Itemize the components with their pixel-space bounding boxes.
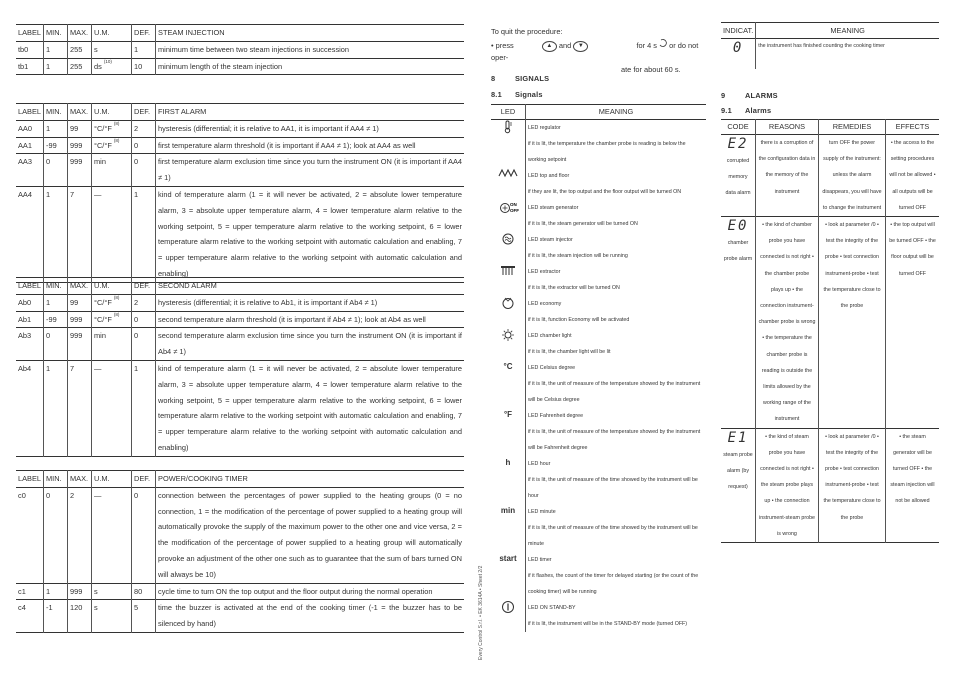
steam-generator-icon [491,200,526,232]
led-name: LED economy [528,301,562,307]
section-title: SECOND ALARM [158,281,217,290]
extractor-icon [491,264,526,296]
subsection-heading: 8.1 Signals [491,90,543,99]
thermometer-icon [491,120,526,169]
list-item [491,264,706,296]
light-icon [491,328,526,360]
led-description: if it is lit, the unit of measure of the time showed by the instrument will be hour [528,477,698,499]
table-header: LABEL MIN. MAX. U.M. DEF. STEAM INJECTION [16,25,464,42]
led-description: if it flashes, the count of the timer for delayed starting (or the count of the cooking timer) will be running [528,573,699,595]
led-name: LED Celsius degree [528,365,576,371]
led-name: LED hour [528,461,551,467]
table-row: E2 corrupted memory data alarm there is a corruption of the configuration data in the memory of the instrument turn OFF the power supply of the instrument: unless the alarm disappears, you will have to change the instrument • the access to the setting procedures will not be allowed • all outputs will be turned OFF [721,135,939,217]
led-description: if it is lit, the unit of measure of the temperature showed by the instrument will be Fahrenheit degree [528,429,701,451]
table-row: Ab0 1 99 °C/°F $^{(8)}$ 2 hysteresis (differential; it is relative to Ab1, it is important if Ab4 ≠ 1) [16,294,464,311]
alarm-code: E0 [727,218,749,235]
section-title: FIRST ALARM [158,107,207,116]
led-description: if it is lit, the chamber light will be lit [528,349,611,355]
list-item [491,408,706,456]
table-row: AA3 0 999 min 0 first temperature alarm exclusion time since you turn the instrument ON (it is important if AA4 ≠ 1) [16,154,464,187]
first-alarm-table [16,103,464,283]
clock-icon [659,38,667,48]
down-key-icon: ▼ [573,41,588,52]
display-code: 0 [732,40,744,56]
led-description: if it is lit, the steam generator will be turned ON [528,221,638,227]
table-row: AA1 -99 999 °C/°F $^{(8)}$ 0 first temperature alarm threshold (it is important if AA4 ≠ 1); look at AA4 as well [16,137,464,154]
list-item [491,504,706,552]
minute-icon: min [491,504,526,552]
table-row: c4 -1 120 s 5 time the buzzer is activated at the end of the cooking timer (-1 = the buzzer has to be silenced by hand) [16,600,464,633]
list-item [491,552,706,600]
alarm-code: E2 [727,136,749,152]
led-description: if it is lit, function Economy will be activated [528,317,630,323]
table-row: Ab4 1 7 — 1 kind of temperature alarm (1 = it will never be activated, 2 = absolute lower temperature alarm, 3 = absolute upper temperature alarm, 4 = lower temperature alarm relative to the working setpoint, 5 = upper temperature alarm relative to the working setpoint, 6 = lower temperature alarm relative to the working setpoint with automatic calculation and enabling, 7 = upper temperature alarm relative to the working setpoint with automatic calculation and enabling) [16,360,464,456]
power-timer-table [16,470,464,633]
led-name: LED Fahrenheit degree [528,413,584,419]
steam-injector-icon [491,232,526,264]
led-description: if it is lit, the unit of measure of the temperature showed by the instrument will be Celsius degree [528,381,701,403]
standby-icon [491,600,526,632]
second-alarm-table [16,277,464,457]
section-heading: 9 ALARMS [721,91,778,100]
list-item [491,168,706,200]
led-description: if they are lit, the top output and the floor output will be turned ON [528,189,682,195]
list-item [491,232,706,264]
led-name: LED timer [528,557,552,563]
quit-procedure: To quit the procedure: • press ▲ and ▼ for 4 s or do not oper- ate for about 60 s. [491,27,699,74]
led-name: LED chamber light [528,333,572,339]
list-item [491,360,706,408]
section-heading: 8 SIGNALS [491,74,550,83]
alarms-table [721,119,939,543]
led-name: LED steam generator [528,205,579,211]
led-description: if it is lit, the steam injection will be running [528,253,628,259]
fahrenheit-icon: °F [491,408,526,456]
list-item [491,328,706,360]
svg-text:OFF: OFF [510,208,519,213]
table-row: AA0 1 99 °C/°F $^{(8)}$ 2 hysteresis (differential; it is relative to AA1, it is important if AA4 ≠ 1) [16,120,464,137]
section-title: STEAM INJECTION [158,28,225,37]
led-name: LED steam injector [528,237,573,243]
led-description: if it is lit, the unit of measure of the time showed by the instrument will be minute [528,525,698,547]
led-name: LED extractor [528,269,561,275]
list-item [491,600,706,632]
table-header: INDICAT. MEANING [721,23,939,39]
section-title: POWER/COOKING TIMER [158,474,248,483]
up-key-icon: ▲ [542,41,557,52]
steam-injection-table [16,24,464,75]
table-row: E0 chamber probe alarm • the kind of chamber probe you have connected is not right • the chamber probe plays up • the connection instrument-chamber probe is wrong • the temperature the chamber probe is reading is outside the limits allowed by the working range of the instrument • look at parameter /0 • test the integrity of the probe • test connection instrument-probe • test the temperature close to the probe • the top output will be turned OFF • the floor output will be turned OFF [721,217,939,429]
table-row: c1 1 999 s 80 cycle time to turn ON the top output and the floor output during the normal operation [16,583,464,600]
table-header: LABEL MIN. MAX. U.M. DEF. POWER/COOKING TIMER [16,471,464,488]
led-name: LED regulator [528,125,561,131]
list-item [491,456,706,504]
led-name: LED top and floor [528,173,570,179]
signals-table [491,104,706,632]
led-name: LED minute [528,509,556,515]
economy-icon [491,296,526,328]
table-row: 0 the instrument has finished counting the cooking timer [721,39,939,70]
footer-note: Every Control S.r.l. • EK 3614A • Sheet 2/2 [478,565,484,660]
hour-icon: h [491,456,526,504]
table-header: LED MEANING [491,105,706,120]
indicator-table [721,22,939,69]
table-row: tb0 1 255 s 1 minimum time between two steam injections in succession [16,41,464,58]
timer-start-icon: start [491,552,526,600]
table-row: c0 0 2 — 0 connection between the percentages of power supplied to the heating groups (0 = no connection, 1 = the modification of the percentage of power supplied to a heating group will automatically provoke the supply of the maximum power to the other one and vice versa, 2 = the modification of the percentage of power supplied to a heating group will automatically provoke an adjustment of the other one such as to guarantee that the sum of bars turned ON will always be 10) [16,487,464,583]
led-description: if it is lit, the instrument will be in the STAND-BY mode (turned OFF) [528,621,688,627]
table-row: Ab1 -99 999 °C/°F $^{(8)}$ 0 second temperature alarm threshold (it is important if Ab4 ≠ 1); look at Ab4 as well [16,311,464,328]
led-name: LED ON STAND-BY [528,605,576,611]
subsection-heading: 9.1 Alarms [721,106,772,115]
svg-text:ON: ON [510,202,517,207]
celsius-icon: °C [491,360,526,408]
list-item [491,200,706,232]
led-description: if it is lit, the extractor will be turned ON [528,285,620,291]
led-description: if it is lit, the temperature the chamber probe is reading is below the working setpoint [528,141,686,163]
table-row: E1 steam probe alarm (by request) • the kind of steam probe you have connected is not right • the steam probe plays up • the connection instrument-steam probe is wrong • look at parameter /0 • test the integrity of the probe • test connection instrument-probe • test the temperature close to the probe • the steam generator will be turned OFF • the steam injection will not be allowed [721,428,939,542]
alarm-code: E1 [727,429,749,446]
table-header: CODE REASONS REMEDIES EFFECTS [721,120,939,135]
table-header: LABEL MIN. MAX. U.M. DEF. SECOND ALARM [16,278,464,295]
table-header: LABEL MIN. MAX. U.M. DEF. FIRST ALARM [16,104,464,121]
table-row: tb1 1 255 ds $^{(10)}$ 10 minimum length of the steam injection [16,58,464,75]
list-item [491,120,706,169]
heating-wave-icon [491,168,526,200]
table-row: Ab3 0 999 min 0 second temperature alarm exclusion time since you turn the instrument ON (it is important if Ab4 ≠ 1) [16,328,464,361]
list-item [491,296,706,328]
table-row: AA4 1 7 — 1 kind of temperature alarm (1 = it will never be activated, 2 = absolute lower temperature alarm, 3 = absolute upper temperature alarm, 4 = lower temperature alarm relative to the working setpoint, 5 = upper temperature alarm relative to the working setpoint, 6 = lower temperature alarm relative to the working setpoint with automatic calculation and enabling, 7 = upper temperature alarm relative to the working setpoint with automatic calculation and enabling) [16,186,464,282]
